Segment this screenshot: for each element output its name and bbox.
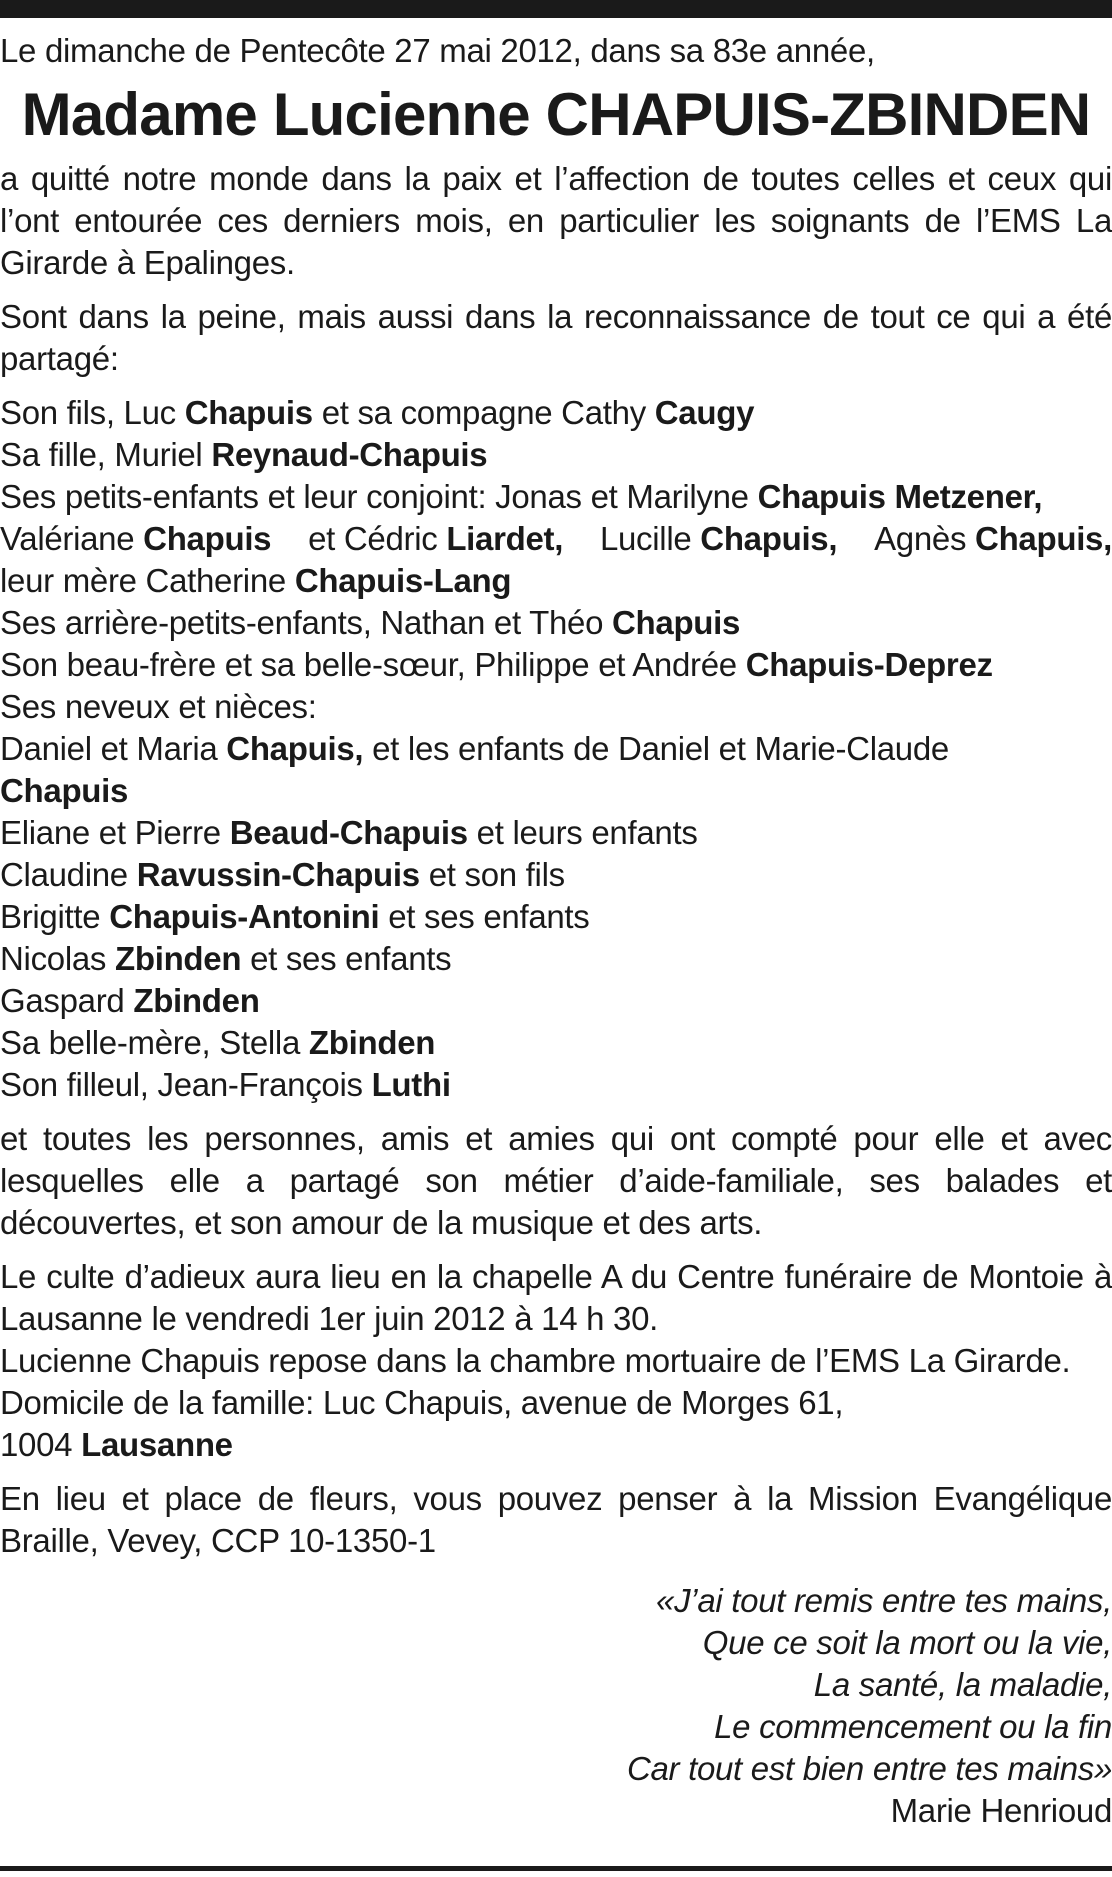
family-line: Ses neveux et nièces: (0, 688, 317, 725)
family-line: Claudine Ravussin-Chapuis et son fils (0, 856, 565, 893)
family-line: Nicolas Zbinden et ses enfants (0, 940, 452, 977)
ceremony-info: Le culte d’adieux aura lieu en la chapelle A du Centre funéraire de Montoie à Lausanne le vendredi 1er juin 2012 à 14 h 30. (0, 1258, 1112, 1337)
poem-line: Le commencement ou la fin (714, 1708, 1112, 1745)
family-line: Ses arrière-petits-enfants, Nathan et Théo Chapuis (0, 604, 741, 641)
closing-poem (0, 1580, 1112, 1832)
family-line: Sa fille, Muriel Reynaud-Chapuis (0, 436, 488, 473)
family-line: Daniel et Maria Chapuis, et les enfants de Daniel et Marie-Claude (0, 730, 949, 767)
family-line: Son beau-frère et sa belle-sœur, Philippe et Andrée Chapuis-Deprez (0, 646, 993, 683)
family-line: Chapuis (0, 772, 129, 809)
family-address: Domicile de la famille: Luc Chapuis, avenue de Morges 61, (0, 1384, 844, 1421)
family-line: Son filleul, Jean-François Luthi (0, 1066, 451, 1103)
family-line: Son fils, Luc Chapuis et sa compagne Cathy Caugy (0, 394, 755, 431)
family-line: Sa belle-mère, Stella Zbinden (0, 1024, 436, 1061)
poem-line: Que ce soit la mort ou la vie, (702, 1624, 1112, 1661)
deceased-name: Madame Lucienne CHAPUIS-ZBINDEN (21, 81, 1091, 148)
intro-line: Le dimanche de Pentecôte 27 mai 2012, dans sa 83e année, (0, 32, 875, 69)
family-line: Eliane et Pierre Beaud-Chapuis et leurs enfants (0, 814, 698, 851)
friends-paragraph: et toutes les personnes, amis et amies qui ont compté pour elle et avec lesquelles elle a partagé son métier d’aide-familiale, ses balades et découvertes, et son amour de la musique et des arts. (0, 1120, 1112, 1241)
donation-paragraph: En lieu et place de fleurs, vous pouvez penser à la Mission Evangélique Braille, Vevey, CCP 10-1350-1 (0, 1480, 1112, 1559)
family-line: Brigitte Chapuis-Antonini et ses enfants (0, 898, 590, 935)
poem-author: Marie Henrioud (890, 1792, 1112, 1829)
departure-paragraph: a quitté notre monde dans la paix et l’affection de toutes celles et ceux qui l’ont entourée ces derniers mois, en particulier les soignants de l’EMS La Girarde à Epalinges. (0, 160, 1112, 281)
poem-line: «J’ai tout remis entre tes mains, (656, 1582, 1112, 1619)
family-list (0, 392, 1112, 1106)
poem-line: La santé, la maladie, (813, 1666, 1112, 1703)
poem-line: Car tout est bien entre tes mains» (626, 1750, 1112, 1787)
mourners-intro: Sont dans la peine, mais aussi dans la reconnaissance de tout ce qui a été partagé: (0, 298, 1112, 377)
top-rule (0, 0, 1112, 18)
bottom-rule (0, 1866, 1112, 1871)
family-line: leur mère Catherine Chapuis-Lang (0, 562, 512, 599)
repose-info: Lucienne Chapuis repose dans la chambre mortuaire de l’EMS La Girarde. (0, 1342, 1071, 1379)
family-city: 1004 Lausanne (0, 1426, 233, 1463)
family-line: Ses petits-enfants et leur conjoint: Jonas et Marilyne Chapuis Metzener, (0, 478, 1043, 515)
ceremony-block (0, 1256, 1112, 1466)
family-line: Gaspard Zbinden (0, 982, 260, 1019)
obituary-content (0, 30, 1112, 1832)
family-line: Valériane Chapuis et Cédric Liardet, Lucille Chapuis, Agnès Chapuis, (0, 520, 1112, 557)
